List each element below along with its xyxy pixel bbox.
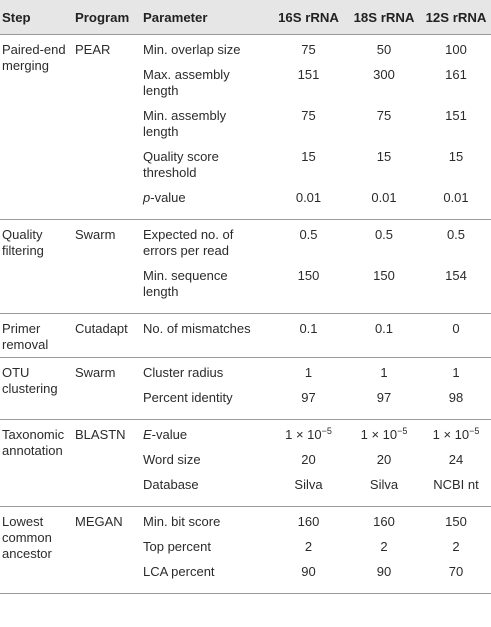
value-16s-text: 1 [304,365,313,380]
header-program: Program [75,10,130,25]
table-group [0,507,491,594]
parameter-symbol: E [143,427,152,442]
parameter-line: length [143,284,179,299]
value-18s [347,190,421,206]
step-cell [0,365,71,415]
step-cell [0,321,71,353]
value-12s-text: 150 [445,514,467,529]
table-row [139,321,491,337]
value-12s [421,390,491,406]
table-row [139,365,491,381]
value-16s-text: 151 [297,67,320,82]
header-18s: 18S rRNA [353,10,415,25]
value-16s-text: 97 [301,390,316,405]
value-12s [421,365,491,381]
value-16s-exponent: −5 [321,426,332,436]
value-18s [347,452,421,468]
value-16s-text: 0.5 [299,227,318,242]
program-cell: Swarm [75,227,116,242]
parameter-line: length [143,124,179,139]
value-12s [421,108,491,124]
value-16s-text: 1 × 10 [285,427,322,442]
table-row [139,67,491,99]
parameter-line: Max. assembly [143,67,230,82]
step-line: removal [2,337,49,352]
value-12s-text: 15 [448,149,464,164]
value-18s-exponent: −5 [397,426,408,436]
value-16s [270,539,347,555]
step-line: merging [2,58,49,73]
parameter-line: Word size [143,452,201,467]
table-row [139,390,491,406]
parameter-symbol: p [143,190,151,205]
step-line: OTU [2,365,30,380]
value-16s-text: 150 [297,268,320,283]
value-18s-text: 90 [376,564,392,579]
parameter-cell [139,149,270,181]
value-12s [421,539,491,555]
value-18s [347,427,421,443]
step-cell [0,42,71,215]
step-cell [0,427,71,502]
parameter-text: -value [150,190,186,205]
table-group [0,35,491,220]
table-row [139,149,491,181]
value-12s-text: 154 [445,268,467,283]
step-line: clustering [2,381,58,396]
table-group [0,420,491,507]
value-16s-text: 2 [304,539,313,554]
value-18s [347,67,421,83]
value-16s-text: Silva [294,477,323,492]
value-12s-text: 98 [448,390,464,405]
step-line: ancestor [2,546,52,561]
step-line: Taxonomic [2,427,65,442]
header-12s: 12S rRNA [425,10,487,25]
program-cell: Swarm [75,365,116,380]
table-row [139,514,491,530]
parameter-cell [139,477,270,493]
value-18s-text: 300 [373,67,395,82]
parameter-line: errors per read [143,243,229,258]
table-row [139,452,491,468]
step-line: common [2,530,52,545]
value-18s [347,390,421,406]
parameter-cell [139,365,270,381]
value-16s [270,477,347,493]
parameter-line: Quality score [143,149,219,164]
table-row [139,539,491,555]
value-18s-text: 0.1 [374,321,394,336]
program-cell: MEGAN [75,514,123,529]
parameter-line: Min. sequence [143,268,228,283]
value-16s-text: 75 [301,42,316,57]
value-18s-text: 2 [380,539,388,554]
parameter-cell [139,268,270,300]
value-12s-text: 161 [445,67,467,82]
table-row [139,190,491,206]
table-group [0,358,491,420]
value-18s-text: 1 [380,365,388,380]
parameter-cell [139,108,270,140]
step-line: filtering [2,243,44,258]
parameter-line: LCA percent [143,564,215,579]
parameter-line: Cluster radius [143,365,224,380]
value-18s-text: 0.5 [374,227,394,242]
parameter-line: Percent identity [143,390,233,405]
step-cell [0,227,71,309]
value-12s-exponent: −5 [469,426,480,436]
value-16s [270,67,347,83]
parameter-line: length [143,83,179,98]
value-12s [421,427,491,443]
value-16s [270,108,347,124]
value-12s [421,149,491,165]
value-12s [421,268,491,284]
parameter-cell [139,514,270,530]
table-header [0,0,491,35]
step-cell [0,514,71,589]
value-12s [421,452,491,468]
parameter-cell [139,42,270,58]
value-12s-text: 1 [452,365,460,380]
value-12s-text: 151 [445,108,467,123]
parameter-line: No. of mismatches [143,321,251,336]
value-16s [270,268,347,284]
parameter-line: Database [143,477,199,492]
value-12s-text: 0 [452,321,460,336]
table-row [139,564,491,580]
parameter-line: Min. overlap size [143,42,241,57]
value-12s-text: NCBI nt [433,477,479,492]
value-12s [421,67,491,83]
value-16s-text: 0.1 [299,321,318,336]
value-16s [270,190,347,206]
value-12s-text: 24 [448,452,464,467]
value-18s [347,42,421,58]
parameter-cell [139,564,270,580]
table-row [139,477,491,493]
value-12s-text: 1 × 10 [432,427,470,442]
value-18s-text: 160 [373,514,395,529]
value-12s-text: 0.01 [443,190,469,205]
value-16s-text: 75 [301,108,316,123]
value-16s [270,390,347,406]
parameter-cell [139,427,270,443]
table-row [139,268,491,300]
value-12s-text: 100 [445,42,467,57]
header-parameter: Parameter [143,10,208,25]
parameter-cell [139,452,270,468]
value-16s [270,227,347,243]
value-16s-text: 90 [301,564,316,579]
value-12s [421,564,491,580]
value-12s [421,514,491,530]
value-12s [421,42,491,58]
value-18s [347,477,421,493]
parameter-cell [139,539,270,555]
parameter-cell [139,67,270,99]
value-16s-text: 0.01 [295,190,322,205]
value-18s [347,149,421,165]
value-18s-text: 20 [376,452,392,467]
table-row [139,427,491,443]
value-18s-text: Silva [369,477,399,492]
parameter-cell [139,390,270,406]
parameter-line: Min. bit score [143,514,221,529]
table-row [139,108,491,140]
header-16s: 16S rRNA [278,10,339,25]
step-line: Quality [2,227,43,242]
value-16s [270,514,347,530]
value-16s [270,427,347,443]
value-12s-text: 2 [452,539,460,554]
value-18s [347,514,421,530]
step-line: Lowest [2,514,44,529]
program-cell: Cutadapt [75,321,128,336]
value-18s-text: 15 [376,149,392,164]
table-row [139,42,491,58]
value-18s-text: 50 [376,42,392,57]
value-18s-text: 1 × 10 [360,427,398,442]
value-18s [347,268,421,284]
value-18s [347,227,421,243]
value-12s [421,190,491,206]
value-16s [270,42,347,58]
value-12s [421,321,491,337]
value-16s [270,149,347,165]
program-cell: BLASTN [75,427,126,442]
parameter-line: Expected no. of [143,227,234,242]
value-18s-text: 150 [373,268,395,283]
parameter-text: -value [151,427,188,442]
step-line: Primer [2,321,41,336]
table-body [0,35,491,594]
value-16s-text: 20 [301,452,316,467]
value-16s [270,564,347,580]
value-16s [270,321,347,337]
value-16s-text: 15 [301,149,316,164]
step-line: Paired-end [2,42,66,57]
parameter-line: Min. assembly [143,108,227,123]
parameter-cell [139,321,270,337]
value-18s [347,321,421,337]
value-18s [347,365,421,381]
value-18s-text: 75 [376,108,392,123]
header-step: Step [2,10,31,25]
value-12s-text: 0.5 [446,227,466,242]
value-16s [270,452,347,468]
table-group [0,220,491,314]
parameter-line: Top percent [143,539,211,554]
value-18s [347,539,421,555]
parameter-cell [139,190,270,206]
value-18s-text: 97 [376,390,392,405]
value-12s [421,477,491,493]
value-18s [347,564,421,580]
value-16s-text: 160 [297,514,320,529]
value-16s [270,365,347,381]
program-cell: PEAR [75,42,111,57]
value-12s-text: 70 [448,564,464,579]
value-18s-text: 0.01 [371,190,397,205]
step-line: annotation [2,443,63,458]
value-18s [347,108,421,124]
parameter-line: threshold [143,165,197,180]
table-group [0,314,491,358]
parameter-cell [139,227,270,259]
value-12s [421,227,491,243]
table-row [139,227,491,259]
